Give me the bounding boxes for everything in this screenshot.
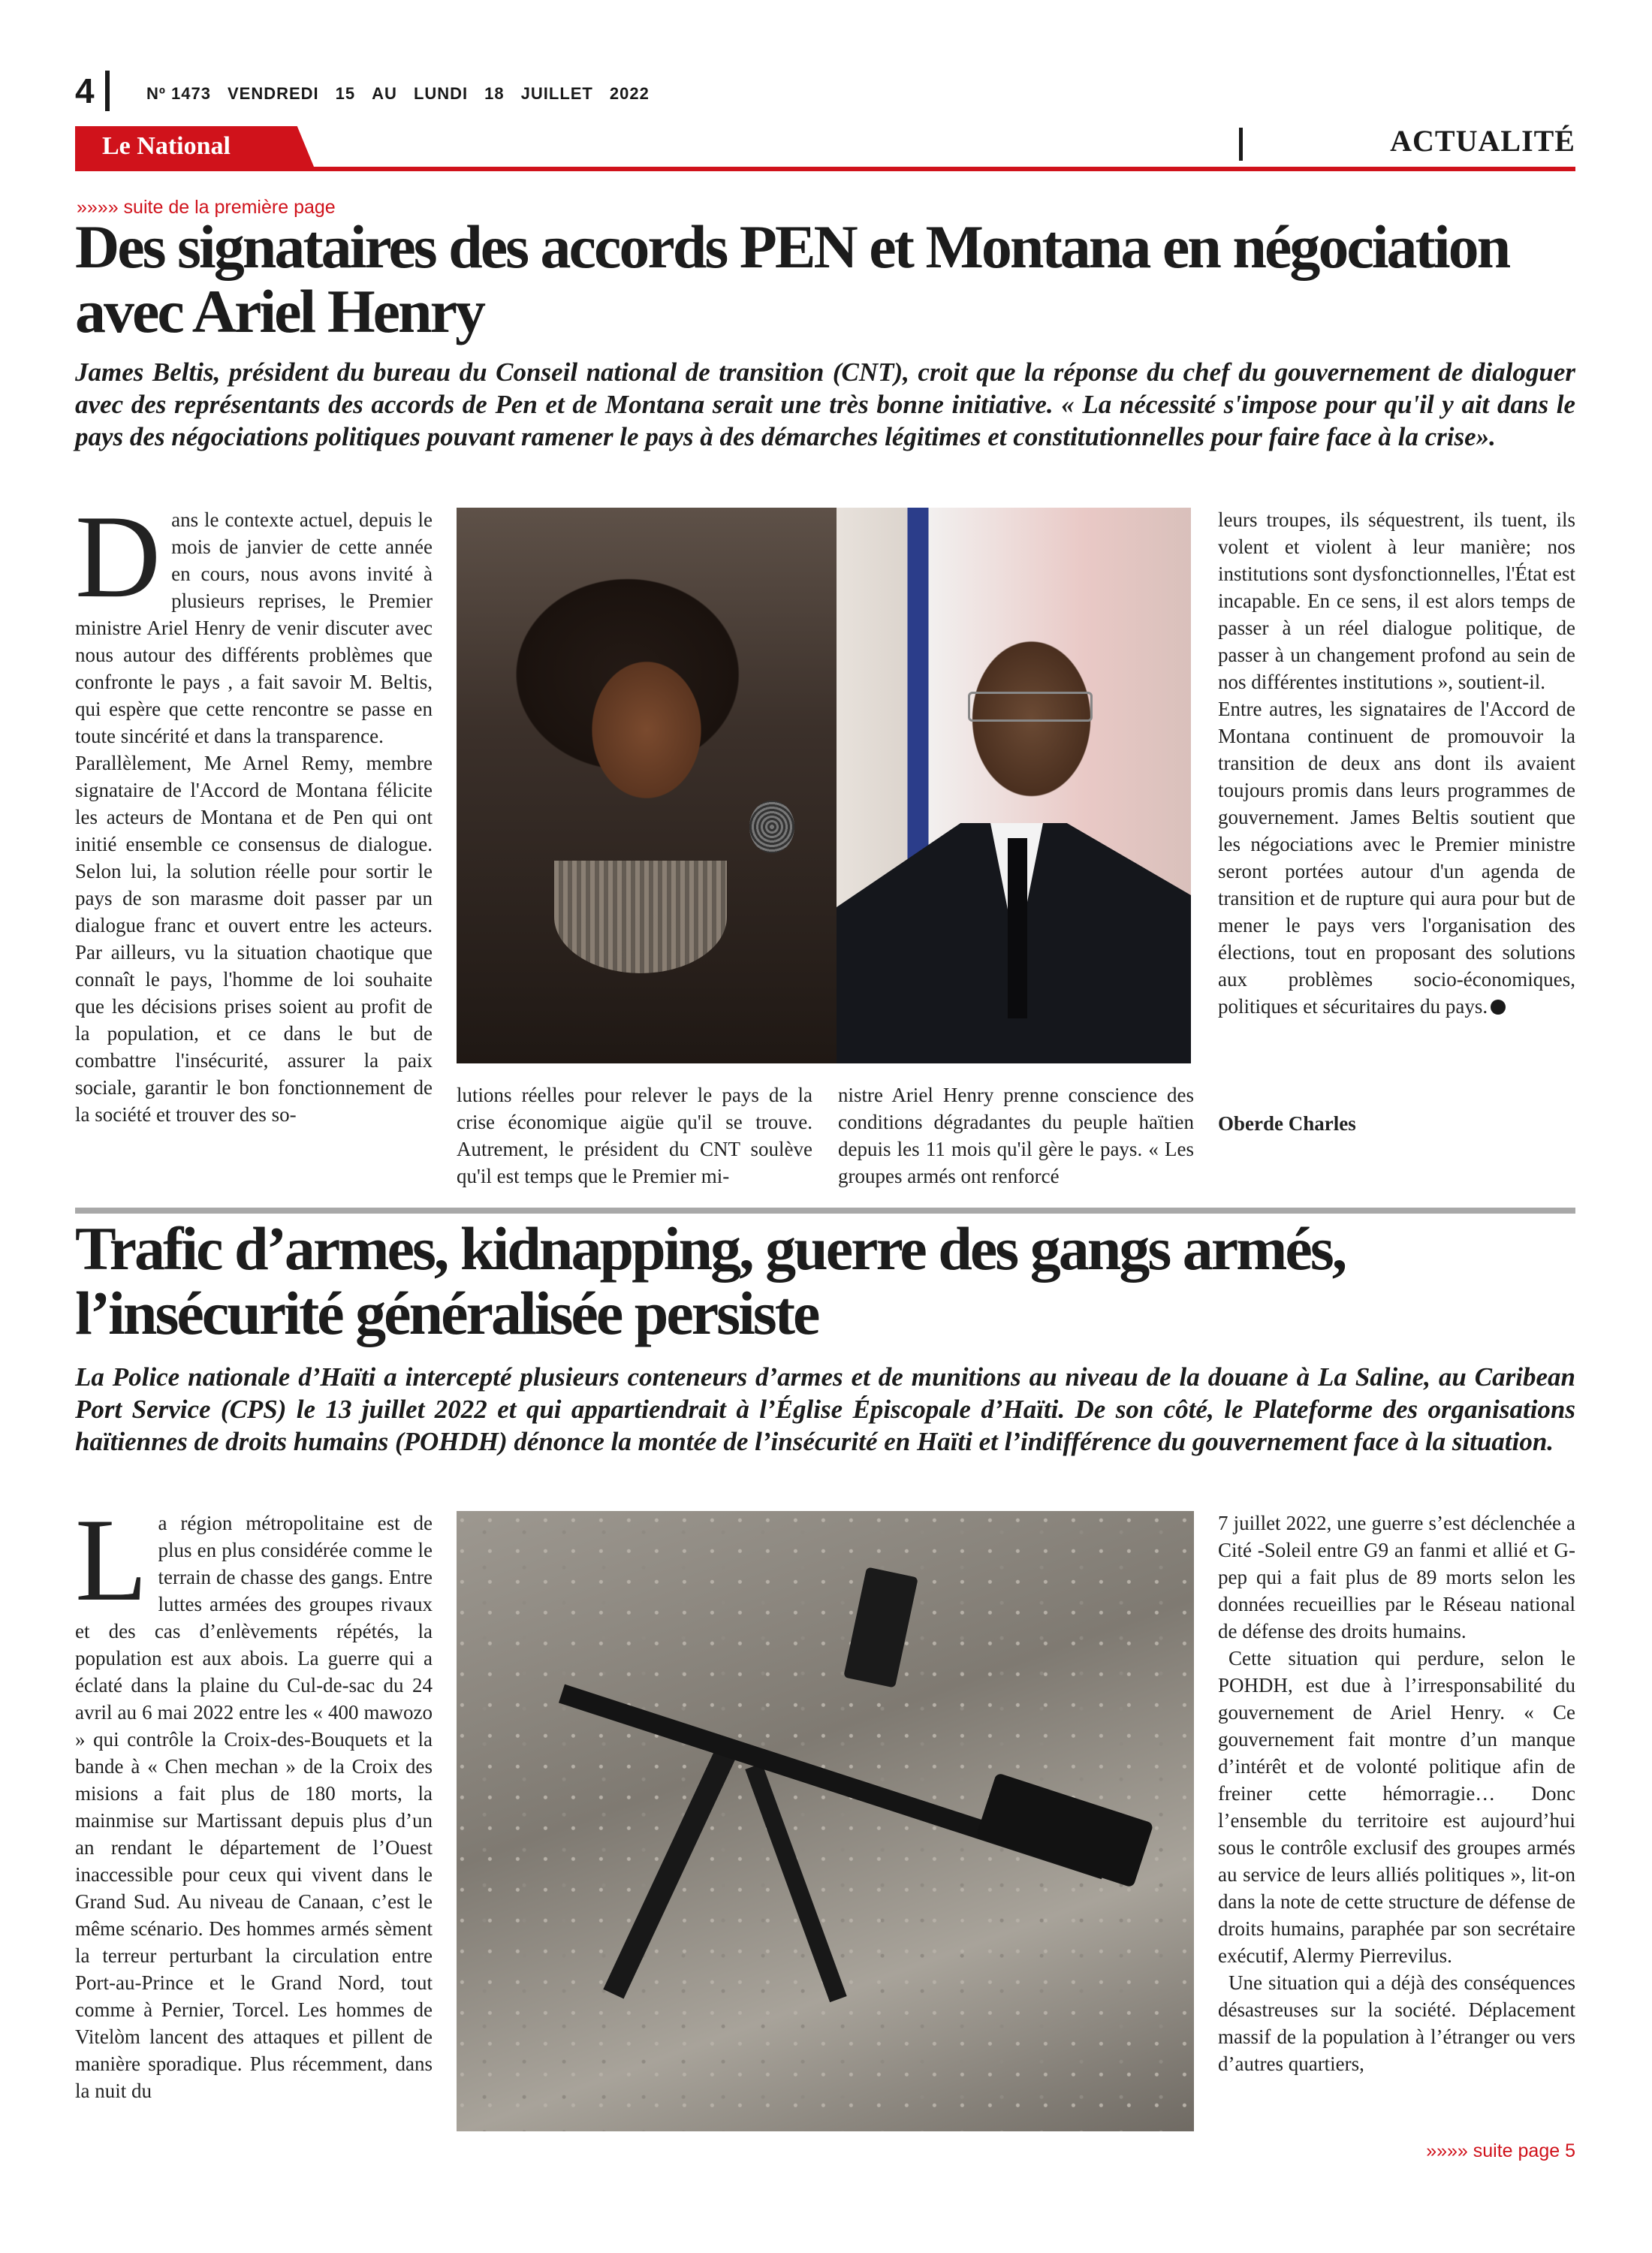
article2-paragraph-2: 7 juillet 2022, une guerre s’est déclenchée a Cité -Soleil entre G9 an fanmi et allié et G-pep qui a fait plus de 89 morts selon les données recueillies par le Réseau national de défense des droits humains.: [1218, 1512, 1575, 1642]
page-number-divider: [105, 71, 110, 111]
photo-strap: [745, 1763, 846, 2002]
article1-paragraph-5: leurs troupes, ils séquestrent, ils tuent, ils volent et violent à leur manière; nos institutions sont dysfonctionnelles, l'État est incapable. En ce sens, il est alors temps de passer à un réel dialogue politique, de passer à un changement profond au sein de nos différentes institutions », soutient-il.: [1218, 508, 1575, 693]
drop-cap: D: [75, 491, 161, 623]
issue-day-from: VENDREDI: [227, 84, 319, 103]
photo-necklace: [554, 861, 727, 973]
photo-microphone: [749, 801, 794, 853]
issue-date-to: 18: [484, 84, 505, 103]
article1-column-4: [1218, 506, 1575, 1020]
article2-column-1: [75, 1494, 433, 2104]
continued-from-label: »»»» suite de la première page: [77, 197, 336, 218]
issue-number: Nº 1473: [146, 84, 211, 103]
article2-paragraph-3: Cette situation qui perdure, selon le POHDH, est due à l’irresponsabilité du gouvernement de Ariel Henry. « Ce gouvernement fait montre d’un manque d’intérêt et de volonté politique afin de freiner cette hémorragie… Donc l’ensemble du territoire est aujourd’hui sous le contrôle exclusif des groupes armés au service de leurs alliés politiques », lit-on dans la note de cette structure de défense de droits humains, paraphée par son secrétaire exécutif, Alermy Pierrevilus.: [1218, 1647, 1575, 1967]
byline: Oberde Charles: [1218, 1112, 1356, 1135]
photo-magazine: [843, 1567, 918, 1687]
article-divider: [75, 1208, 1575, 1214]
article1-paragraph-6: Entre autres, les signataires de l'Accord de Montana continuent de promouvoir la transition de deux ans dont ils avaient toujours promis dans leurs programmes de gouvernement. James Beltis soutient que les négociations avec le Premier ministre seront portées autour d'un agenda de transition et de rupture qui aura pour but de mener le pays vers l'organisation des élections, tout en proposant des solutions aux problèmes socio-économiques, politiques et sécuritaires du pays.: [1218, 698, 1575, 1018]
header-rule: [75, 167, 1575, 171]
photo-woman-speaking: [457, 508, 837, 1063]
issue-au: AU: [372, 84, 397, 103]
photo-tie: [1008, 838, 1027, 1018]
article1-paragraph-1: ans le contexte actuel, depuis le mois de janvier de cette année en cours, nous avons invité à plusieurs reprises, le Premier ministre Ariel Henry de venir discuter avec nous autour des différents problèmes que confronte le pays , a fait savoir M. Beltis, qui espère que cette rencontre se passe en toute sincérité et dans la transparence.: [75, 508, 433, 747]
article2-paragraph-4: Une situation qui a déjà des conséquences désastreuses sur la société. Déplacement massif de la population à l’étranger ou vers d’autres quartiers,: [1218, 1971, 1575, 2075]
article2-paragraph-1: a région métropolitaine est de plus en plus considérée comme le terrain de chasse des gangs. Entre luttes armées des groupes rivaux et des cas d’enlèvements répétés, la population est aux abois. La guerre qui a éclaté dans la plaine du Cul-de-sac du 24 avril au 6 mai 2022 entre les « 400 mawozo » qui contrôle la Croix-des-Bouquets et la bande à « Chen mechan » de la Croix des misions a fait plus de 180 morts, la mainmise sur Martissant depuis plus d’un an rendant le département de l’Ouest inaccessible pour ceux qui vivent dans le Grand Sud. Au niveau de Canaan, c’est le même scénario. Des hommes armés sèment la terreur perturbant la circulation entre Port-au-Prince et le Grand Nord, tout comme à Pernier, Torcel. Les hommes de Vitelòm lancent des attaques et pillent de manière sporadique. Plus récemment, dans la nuit du: [75, 1512, 433, 2102]
drop-cap: L: [75, 1494, 148, 1626]
end-mark-icon: [1491, 1000, 1506, 1015]
issue-year: 2022: [609, 84, 650, 103]
article1-paragraph-4: nistre Ariel Henry prenne conscience des conditions dégradantes du peuple haïtien depuis les 11 mois qu'il gère le pays. « Les groupes armés ont renforcé: [838, 1084, 1194, 1187]
issue-date-from: 15: [335, 84, 356, 103]
article1-column-1: [75, 491, 433, 1128]
issue-month: JUILLET: [520, 84, 593, 103]
photo-glasses: [968, 692, 1093, 722]
photo-ariel-henry: [837, 508, 1191, 1063]
paper-name: Le National: [102, 132, 231, 160]
issue-day-to: LUNDI: [413, 84, 469, 103]
photo-seized-rifle: [457, 1511, 1194, 2131]
article1-column-3: [838, 1081, 1194, 1190]
section-title: ACTUALITÉ: [1390, 124, 1575, 158]
article2-lead: La Police nationale d’Haïti a intercepté plusieurs conteneurs d’armes et de munitions au niveau de la douane à La Saline, au Caribean Port Service (CPS) le 13 juillet 2022 et qui appartiendrait à l’Église Épiscopale d’Haïti. De son côté, le Plateforme des organisations haïtiennes de droits humains (POHDH) dénonce la montée de l’insécurité en Haïti et l’indifférence du gouvernement face à la situation.: [75, 1362, 1575, 1456]
section-divider: [1239, 128, 1243, 161]
photo-rifle-stock: [975, 1772, 1153, 1888]
article1-paragraph-2: Parallèlement, Me Arnel Remy, membre signataire de l'Accord de Montana félicite les acteurs de Montana et de Pen qui ont initié ensemble ce consensus de dialogue. Selon lui, la solution réelle pour sortir le pays de son marasme doit passer par un dialogue franc et ouvert entre les acteurs. Par ailleurs, vu la situation chaotique que connaît le pays, l'homme de loi souhaite que les décisions prises soient au profit de la population, et ce dans le but de combattre l'insécurité, assurer la paix sociale, garantir le bon fonctionnement de la société et trouver des so-: [75, 752, 433, 1126]
article1-column-2: [457, 1081, 812, 1190]
article1-paragraph-3: lutions réelles pour relever le pays de la crise économique aigüe qu'il se trouve. Autrement, le président du CNT soulève qu'il est temps que le Premier mi-: [457, 1084, 812, 1187]
issue-line: [146, 84, 666, 104]
article2-column-2: [1218, 1510, 1575, 2077]
photo-strap: [603, 1745, 737, 1999]
page-number: 4: [75, 71, 95, 110]
continued-on-link[interactable]: »»»» suite page 5: [1426, 2140, 1575, 2161]
article2-headline: Trafic d’armes, kidnapping, guerre des gangs armés, l’insécurité généralisée persiste: [75, 1214, 1346, 1347]
article1-headline: Des signataires des accords PEN et Montana en négociation avec Ariel Henry: [75, 213, 1509, 345]
article1-lead: James Beltis, président du bureau du Conseil national de transition (CNT), croit que la réponse du chef du gouvernement de dialoguer avec des représentants des accords de Pen et de Montana serait une très bonne initiative. « La nécessité s'impose pour qu'il y ait dans le pays des négociations politiques pouvant ramener le pays à des démarches légitimes et constitutionnelles pour faire face à la crise».: [75, 357, 1575, 451]
